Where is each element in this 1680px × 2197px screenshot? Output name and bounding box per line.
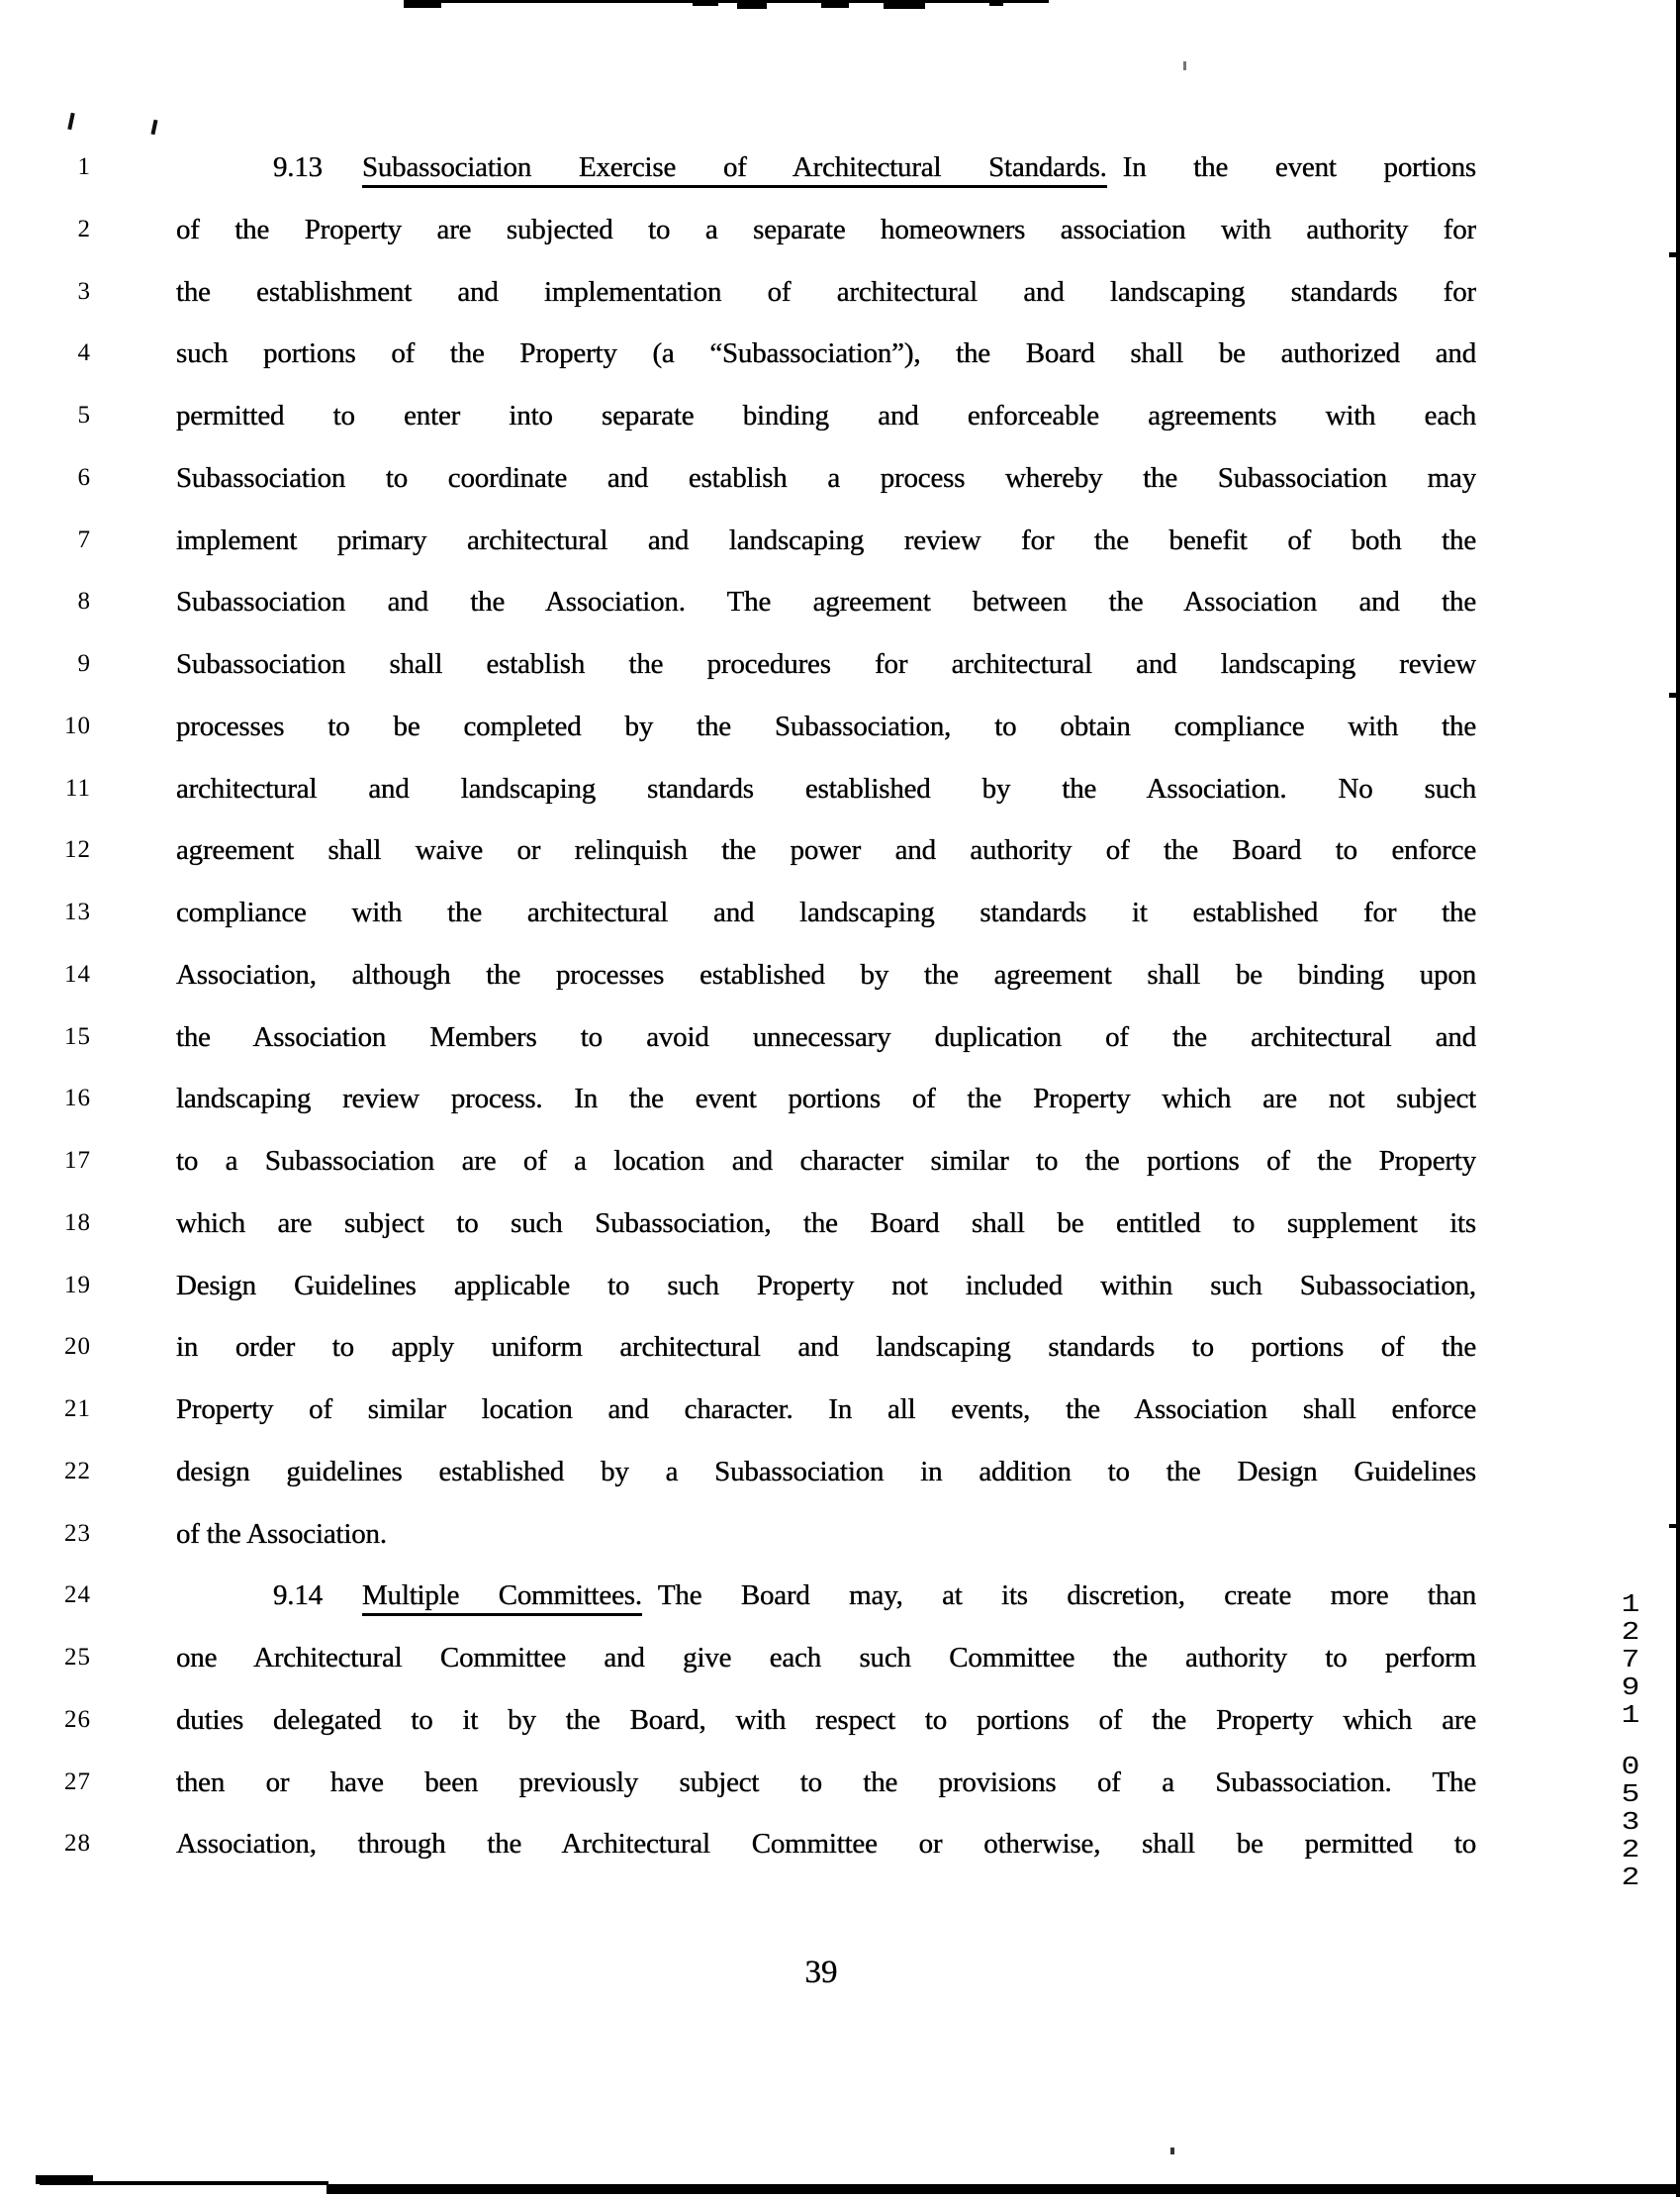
line-text: one Architectural Committee and give each such Committee the authority to perform (176, 1642, 1476, 1673)
document-line (0, 819, 1680, 882)
document-line (0, 1193, 1680, 1255)
section-heading: Multiple Committees. (362, 1579, 642, 1616)
line-number: 19 (64, 1271, 91, 1298)
document-line (0, 1316, 1680, 1379)
line-number: 10 (64, 712, 91, 739)
scan-artifact-bottom-edge (327, 2184, 1680, 2194)
line-text: landscaping review process. In the event portions of the Property which are not subject (176, 1083, 1476, 1115)
scan-artifact-top-blob (884, 0, 925, 9)
scan-mark-apostrophe (150, 120, 157, 136)
document-line (0, 1255, 1680, 1317)
page-number: 39 (804, 1955, 838, 1990)
line-text: implement primary architectural and landscaping review for the benefit of both the (176, 524, 1476, 556)
line-number: 12 (64, 836, 91, 864)
document-line (0, 1503, 1680, 1566)
line-number: 25 (64, 1644, 91, 1671)
line-number: 3 (77, 277, 91, 305)
document-line (0, 323, 1680, 385)
line-number: 1 (77, 153, 91, 180)
document-line (0, 1441, 1680, 1503)
line-text: permitted to enter into separate binding and enforceable agreements with each (176, 400, 1476, 431)
line-text-segment: The Board may, at its discretion, create more than (657, 1579, 1476, 1612)
document-line (0, 1068, 1680, 1130)
document-line (0, 261, 1680, 324)
line-text (176, 137, 1476, 199)
line-number: 15 (64, 1022, 91, 1050)
line-number: 26 (64, 1705, 91, 1733)
text-lines (0, 137, 1680, 1875)
line-text: agreement shall waive or relinquish the power and authority of the Board to enforce (176, 834, 1476, 867)
document-line (0, 696, 1680, 758)
section-number: 9.14 (273, 1579, 323, 1612)
line-text: in order to apply uniform architectural and landscaping standards to portions of the (176, 1331, 1476, 1364)
line-text: compliance with the architectural and landscaping standards it established for the (176, 897, 1476, 928)
line-number: 2 (77, 215, 91, 242)
line-text: the establishment and implementation of architectural and landscaping standards for (176, 275, 1476, 308)
line-text: Subassociation shall establish the procedures for architectural and landscaping review (176, 648, 1476, 680)
scan-artifact-top-edge (406, 0, 1049, 3)
line-text: processes to be completed by the Subassociation, to obtain compliance with the (176, 710, 1476, 742)
scan-artifact-top-blob (737, 0, 767, 9)
scan-artifact-top-blob (693, 0, 718, 6)
line-text: the Association Members to avoid unnecessary duplication of the architectural and (176, 1020, 1476, 1053)
line-number: 16 (64, 1085, 91, 1112)
document-line (0, 944, 1680, 1006)
bates-stamp-group-1: 12791 (1613, 1589, 1648, 1728)
line-text: then or have been previously subject to the provisions of a Subassociation. The (176, 1766, 1476, 1798)
line-number: 7 (77, 525, 91, 553)
document-line (0, 447, 1680, 510)
line-number: 9 (77, 650, 91, 677)
line-number: 5 (77, 402, 91, 429)
line-number: 17 (64, 1147, 91, 1174)
line-text: design guidelines established by a Subassociation in addition to the Design Guidelines (176, 1455, 1476, 1487)
line-text: of the Property are subjected to a separate homeowners association with authority for (176, 213, 1476, 245)
document-line (0, 882, 1680, 944)
section-heading: Subassociation Exercise of Architectural Standards. (362, 151, 1107, 188)
line-text: Subassociation to coordinate and establish a process whereby the Subassociation may (176, 461, 1476, 494)
scan-artifact-top-blob (404, 0, 441, 8)
line-number: 21 (64, 1395, 91, 1422)
line-number: 24 (64, 1581, 91, 1609)
document-line (0, 1006, 1680, 1069)
line-text: of the Association. (176, 1517, 387, 1550)
line-number: 20 (64, 1333, 91, 1361)
line-number: 11 (64, 774, 91, 802)
scan-speck (1183, 61, 1186, 70)
scan-artifact-bottom-blob (36, 2175, 93, 2184)
line-text: Subassociation and the Association. The agreement between the Association and the (176, 586, 1476, 619)
line-number: 27 (64, 1767, 91, 1795)
line-number: 14 (64, 960, 91, 988)
bates-stamp-group-2: 05322 (1613, 1752, 1648, 1890)
scan-mark-apostrophe (67, 113, 74, 130)
document-line (0, 1627, 1680, 1689)
line-text: Property of similar location and character. In all events, the Association shall enforce (176, 1393, 1476, 1425)
line-number: 28 (64, 1830, 91, 1858)
document-line (0, 571, 1680, 633)
scan-artifact-top-blob (989, 0, 1003, 6)
line-text (176, 1565, 1476, 1627)
line-text: duties delegated to it by the Board, with respect to portions of the Property which are (176, 1703, 1476, 1736)
line-text: which are subject to such Subassociation, the Board shall be entitled to supplement its (176, 1206, 1476, 1239)
document-line (0, 1689, 1680, 1752)
bates-stamp (1609, 1589, 1652, 1890)
document-line (0, 1565, 1680, 1627)
document-line (0, 385, 1680, 447)
line-number: 23 (64, 1519, 91, 1547)
document-line (0, 633, 1680, 696)
document-line (0, 1379, 1680, 1441)
line-text: such portions of the Property (a “Subassociation”), the Board shall be authorized and (176, 337, 1476, 370)
document-line (0, 137, 1680, 199)
line-number: 22 (64, 1457, 91, 1484)
line-text: Association, through the Architectural Committee or otherwise, shall be permitted to (176, 1828, 1476, 1861)
line-number: 4 (77, 339, 91, 367)
section-number: 9.13 (273, 151, 323, 183)
line-number: 18 (64, 1208, 91, 1236)
line-text: to a Subassociation are of a location and character similar to the portions of the Property (176, 1145, 1476, 1177)
line-number: 6 (77, 463, 91, 491)
document-line (0, 510, 1680, 572)
scan-artifact-top-blob (821, 0, 849, 8)
document-line (0, 1752, 1680, 1814)
document-line (0, 1130, 1680, 1193)
line-number: 13 (64, 899, 91, 925)
line-text: architectural and landscaping standards established by the Association. No such (176, 772, 1476, 805)
line-text: Association, although the processes established by the agreement shall be binding upon (176, 958, 1476, 991)
line-number: 8 (77, 588, 91, 616)
document-line (0, 758, 1680, 820)
document-line (0, 1813, 1680, 1875)
line-text-segment: In the event portions (1122, 151, 1476, 183)
line-text: Design Guidelines applicable to such Property not included within such Subassociation, (176, 1269, 1476, 1301)
scan-speck (1170, 2148, 1174, 2154)
document-line (0, 199, 1680, 261)
